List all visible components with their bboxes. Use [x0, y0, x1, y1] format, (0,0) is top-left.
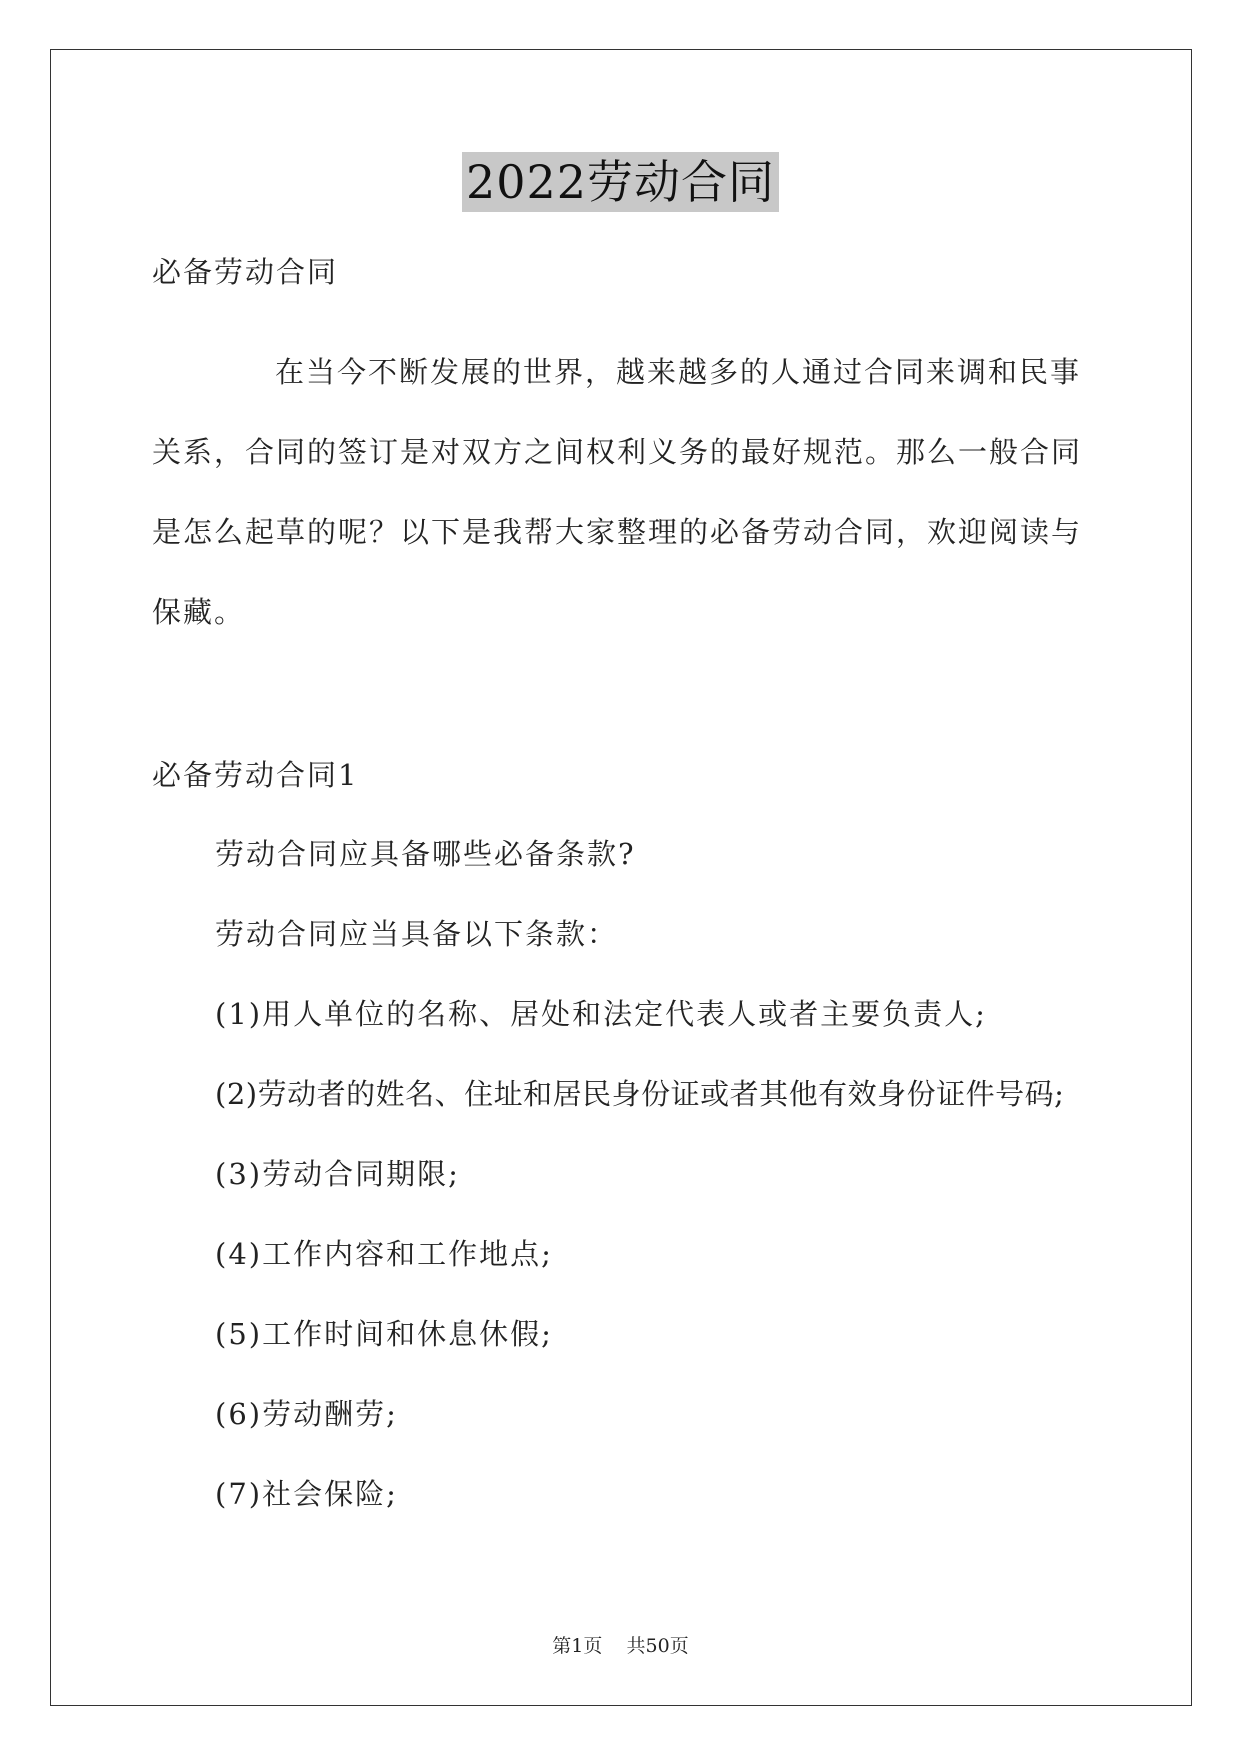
page-number-footer [0, 1633, 1241, 1659]
subtitle: 必备劳动合同 [152, 255, 339, 289]
intro-line-3: 是怎么起草的呢？以下是我帮大家整理的必备劳动合同，欢迎阅读与 [152, 515, 1083, 549]
clause-1: (1)用人单位的名称、居处和法定代表人或者主要负责人; [215, 997, 987, 1031]
section-heading: 必备劳动合同1 [152, 758, 359, 792]
intro-line-1: 在当今不断发展的世界，越来越多的人通过合同来调和民事 [275, 355, 1082, 389]
page-border [50, 49, 1192, 1706]
clause-3: (3)劳动合同期限; [215, 1157, 460, 1191]
clause-4: (4)工作内容和工作地点; [215, 1237, 553, 1271]
intro-line-4: 保藏。 [152, 595, 246, 629]
clause-6: (6)劳动酬劳; [215, 1397, 398, 1431]
lead-line: 劳动合同应当具备以下条款： [215, 917, 619, 951]
intro-line-2: 关系，合同的签订是对双方之间权利义务的最好规范。那么一般合同 [152, 435, 1083, 469]
title-container [0, 152, 1241, 212]
page-label: 第1页 共50页 [552, 1635, 689, 1657]
question-line: 劳动合同应具备哪些必备条款? [215, 837, 636, 871]
document-title: 2022劳动合同 [462, 152, 779, 212]
clause-7: (7)社会保险; [215, 1477, 398, 1511]
clause-5: (5)工作时间和休息休假; [215, 1317, 553, 1351]
clause-2: (2)劳动者的姓名、住址和居民身份证或者其他有效身份证件号码; [215, 1077, 1065, 1111]
